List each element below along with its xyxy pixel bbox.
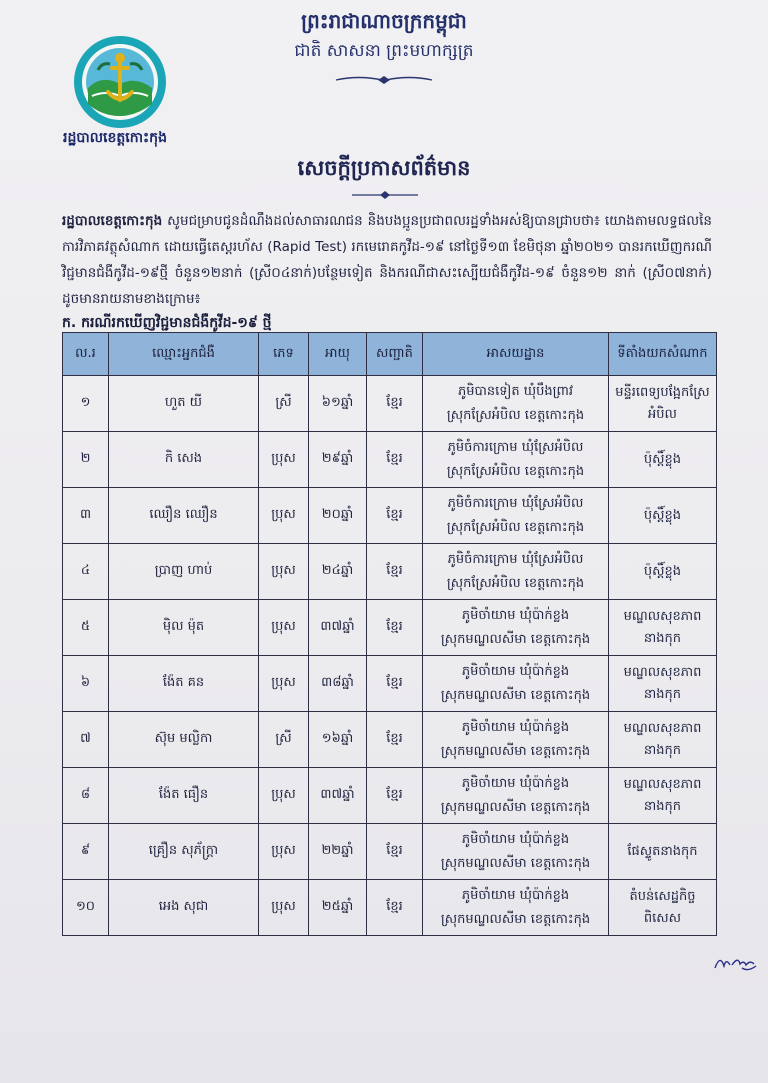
cell-sample-place: មណ្ឌលសុខភាពនាងកុក [609,712,717,768]
koh-kong-provincial-seal-icon [72,34,168,130]
column-header-age: អាយុ [309,333,367,376]
announcement-lead: រដ្ឋបាលខេត្តកោះកុង [62,213,163,229]
ornament-divider-icon [334,74,434,86]
cell-sample-place: មន្ទីរពេទ្យបង្អែកស្រែអំបិល [609,376,717,432]
cell-nationality: ខ្មែរ [367,768,423,824]
table-row [63,768,717,824]
cell-age: ២៥ឆ្នាំ [309,880,367,936]
address-line-1: ភូមិចាំយាម ឃុំប៉ាក់ខ្លង [461,607,570,623]
cell-name: ម៉ិល ម៉ុត [109,600,259,656]
table-row [63,432,717,488]
cell-address [423,712,609,768]
cell-address [423,656,609,712]
cell-age: ៣៧ឆ្នាំ [309,600,367,656]
cell-address [423,768,609,824]
cell-no: ៨ [63,768,109,824]
cell-sample-place: ផែស្ទូតនាងកុក [609,824,717,880]
cell-no: ១០ [63,880,109,936]
address-line-2: ស្រុកមណ្ឌលសីមា ខេត្តកោះកុង [440,855,591,871]
handwritten-initials-icon [712,950,760,974]
cell-sex: ប្រុស [259,488,309,544]
cell-no: ៥ [63,600,109,656]
cell-sample-place: ប៉ុស្តិ៍ខ្លុង [609,488,717,544]
cell-no: ៤ [63,544,109,600]
cell-sample-place: ប៉ុស្តិ៍ខ្លុង [609,544,717,600]
address-line-2: ស្រុកស្រែអំបិល ខេត្តកោះកុង [446,407,585,423]
address-line-1: ភូមិបានទៀត ឃុំបឹងព្រាវ [457,383,574,399]
column-header-sample-place: ទីតាំងយកសំណាក [609,333,717,376]
cell-nationality: ខ្មែរ [367,824,423,880]
cell-sex: ស្រី [259,376,309,432]
cell-no: ៩ [63,824,109,880]
cell-name: ឈឿន ឈឿន [109,488,259,544]
column-header-nationality: សញ្ជាតិ [367,333,423,376]
address-line-2: ស្រុកស្រែអំបិល ខេត្តកោះកុង [446,463,585,479]
address-line-1: ភូមិចំការក្រោម ឃុំស្រែអំបិល [447,495,584,511]
address-line-1: ភូមិចាំយាម ឃុំប៉ាក់ខ្លង [461,775,570,791]
table-row [63,488,717,544]
address-line-1: ភូមិចំការក្រោម ឃុំស្រែអំបិល [447,439,584,455]
cell-address [423,824,609,880]
cell-name: កិ សេង [109,432,259,488]
address-line-1: ភូមិចាំយាម ឃុំប៉ាក់ខ្លង [461,887,570,903]
cell-name: គ្រឿន សុភ័ក្រ្តា [109,824,259,880]
cell-sex: ប្រុស [259,824,309,880]
announcement-body: សូមជម្រាបជូនដំណឹងដល់សាធារណជន និងបងប្អូនប្រជាពលរដ្ឋទាំងអស់ឱ្យបានជ្រាបថា៖ យោងតាមលទ្ធផលនៃការវិភាគវត្ថុសំណាក ដោយធ្វើតេស្តរហ័ស (Rapid Test) រកមេរោគកូវីដ-១៩ នៅថ្ងៃទី១៣ ខែមិថុនា ឆ្នាំ២០២១ បានរកឃើញករណីវិជ្ជមានជំងឺកូវីដ-១៩ថ្មី ចំនួន១២នាក់ (ស្រី០៤នាក់)បន្ថែមទៀត និងករណីជាសះស្បើយជំងឺកូវីដ-១៩ ចំនួន១២ នាក់ (ស្រី០៧នាក់) ដូចមានរាយនាមខាងក្រោម៖ [62,213,712,307]
cell-sex: ប្រុស [259,544,309,600]
cell-no: ២ [63,432,109,488]
address-line-1: ភូមិចាំយាម ឃុំប៉ាក់ខ្លង [461,831,570,847]
cell-nationality: ខ្មែរ [367,712,423,768]
cell-age: ៣៧ឆ្នាំ [309,768,367,824]
cell-age: ២៤ឆ្នាំ [309,544,367,600]
cell-age: ១៦ឆ្នាំ [309,712,367,768]
cell-sample-place: មណ្ឌលសុខភាពនាងកុក [609,768,717,824]
cell-no: ៦ [63,656,109,712]
title-ornament-icon [350,190,420,200]
address-line-1: ភូមិចាំយាម ឃុំប៉ាក់ខ្លង [461,719,570,735]
cell-age: ២៩ឆ្នាំ [309,432,367,488]
cell-sex: ប្រុស [259,432,309,488]
column-header-sex: ភេទ [259,333,309,376]
cell-age: ៦១ឆ្នាំ [309,376,367,432]
cell-name: ប្រាញ ហាប់ [109,544,259,600]
page-title: សេចក្តីប្រកាសព័ត៌មាន [297,155,471,180]
cell-address [423,488,609,544]
cell-address [423,880,609,936]
cell-name: ស៊ុម មល្លិកា [109,712,259,768]
cell-sample-place: មណ្ឌលសុខភាពនាងកុក [609,600,717,656]
cell-no: ៧ [63,712,109,768]
table-row [63,880,717,936]
cell-no: ៣ [63,488,109,544]
cell-nationality: ខ្មែរ [367,880,423,936]
cell-name: ហួត យី [109,376,259,432]
cell-nationality: ខ្មែរ [367,376,423,432]
table-row [63,712,717,768]
address-line-2: ស្រុកមណ្ឌលសីមា ខេត្តកោះកុង [440,631,591,647]
address-line-2: ស្រុកមណ្ឌលសីមា ខេត្តកោះកុង [440,799,591,815]
cases-table [62,332,717,936]
cell-sex: ប្រុស [259,768,309,824]
column-header-no: ល.រ [63,333,109,376]
address-line-2: ស្រុកស្រែអំបិល ខេត្តកោះកុង [446,575,585,591]
address-line-2: ស្រុកមណ្ឌលសីមា ខេត្តកោះកុង [440,687,591,703]
cell-nationality: ខ្មែរ [367,432,423,488]
cell-nationality: ខ្មែរ [367,600,423,656]
cell-nationality: ខ្មែរ [367,544,423,600]
cell-no: ១ [63,376,109,432]
cell-name: ង៉ែត ធឿន [109,768,259,824]
table-row [63,824,717,880]
cell-sex: ប្រុស [259,600,309,656]
cell-address [423,376,609,432]
column-header-name: ឈ្មោះអ្នកជំងឺ [109,333,259,376]
kingdom-heading: ព្រះរាជាណាចក្រកម្ពុជា [301,9,467,33]
cell-name: អេង សុជា [109,880,259,936]
announcement-paragraph [62,208,712,312]
cell-name: ង៉ែត គន [109,656,259,712]
cell-sex: ស្រី [259,712,309,768]
cell-sex: ប្រុស [259,656,309,712]
cell-sample-place: តំបន់សេដ្ឋកិច្ចពិសេស [609,880,717,936]
authority-name: រដ្ឋបាលខេត្តកោះកុង [63,130,167,146]
address-line-1: ភូមិចាំយាម ឃុំប៉ាក់ខ្លង [461,663,570,679]
table-header-row [63,333,717,376]
cell-address [423,600,609,656]
table-row [63,656,717,712]
cell-sex: ប្រុស [259,880,309,936]
cell-nationality: ខ្មែរ [367,488,423,544]
address-line-2: ស្រុកមណ្ឌលសីមា ខេត្តកោះកុង [440,911,591,927]
address-line-1: ភូមិចំការក្រោម ឃុំស្រែអំបិល [447,551,584,567]
address-line-2: ស្រុកស្រែអំបិល ខេត្តកោះកុង [446,519,585,535]
address-line-2: ស្រុកមណ្ឌលសីមា ខេត្តកោះកុង [440,743,591,759]
table-row [63,376,717,432]
column-header-address: អាសយដ្ឋាន [423,333,609,376]
cell-sample-place: ប៉ុស្តិ៍ខ្លុង [609,432,717,488]
cell-address [423,432,609,488]
cell-age: ២០ឆ្នាំ [309,488,367,544]
cell-sample-place: មណ្ឌលសុខភាពនាងកុក [609,656,717,712]
national-motto: ជាតិ សាសនា ព្រះមហាក្សត្រ [294,41,474,61]
section-heading: ក. ករណីរកឃើញវិជ្ជមានជំងឺកូវីដ-១៩ ថ្មី [62,315,272,331]
cell-address [423,544,609,600]
table-row [63,600,717,656]
cell-age: ២២ឆ្នាំ [309,824,367,880]
table-row [63,544,717,600]
cell-age: ៣៨ឆ្នាំ [309,656,367,712]
cell-nationality: ខ្មែរ [367,656,423,712]
